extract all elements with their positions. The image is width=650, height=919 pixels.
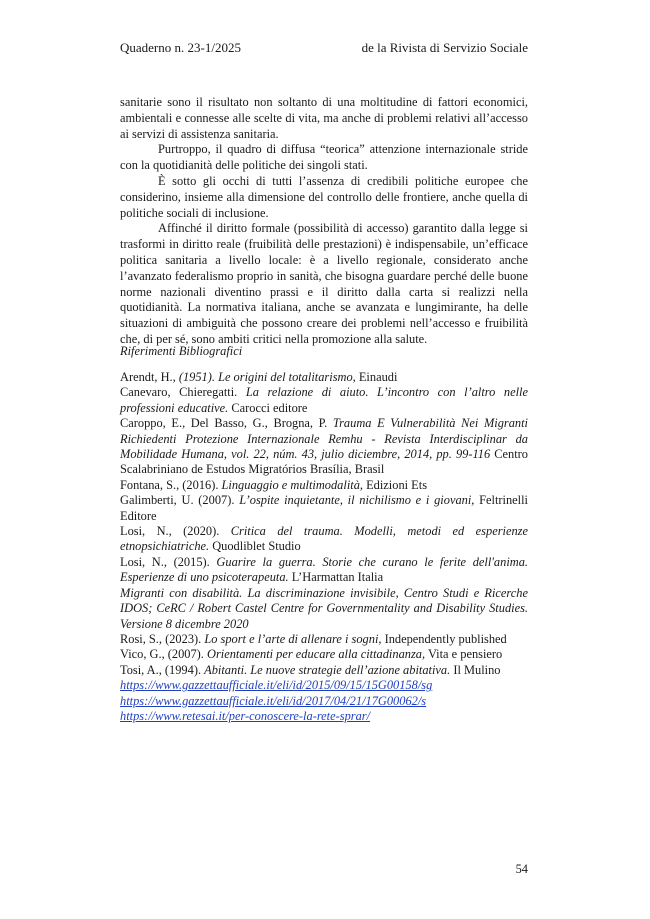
reference-item [120,524,528,555]
paragraph: È sotto gli occhi di tutti l’assenza di credibili politiche europee che considerino, insieme alla dimensione del controllo delle frontiere, anche quella di politiche sociali di inclusione. [120,173,528,220]
reference-publisher: Independently published [381,631,507,646]
reference-publisher: Quodliblet Studio [209,539,301,554]
reference-title: L’ospite inquietante, il nichilismo e i giovani, [239,493,475,508]
reference-author: Arendt, H., [120,370,179,384]
reference-author: Fontana, S., (2016). [120,477,222,492]
reference-item [120,555,528,586]
reference-link[interactable]: https://www.gazzettaufficiale.it/eli/id/2015/09/15/15G00158/sg [120,678,433,693]
reference-publisher: Vita e pensiero [425,647,503,662]
reference-item [120,647,528,662]
reference-item [120,416,528,478]
reference-publisher: Carocci editore [228,400,308,415]
paragraph: Affinché il diritto formale (possibilità di accesso) garantito dalla legge si trasformi in diritto reale (fruibilità delle prestazioni) è indispensabile, un’efficace politica sanitaria a livello locale: è a livello regionale, considerato anche l’avanzato federalismo proprio in sanità, che bisogna guardare perché delle buone norme nazionali diventino prassi e il diritto dalla carta si realizzi nella quotidianità. La normativa italiana, anche se avanzata e lungimirante, ha delle situazioni di ambiguità che possono creare dei problemi nell’accesso e fruibilità che, di per sé, sono ambiti critici nella promozione alla salute. [120,221,528,346]
running-header-left: Quaderno n. 23-1/2025 [120,40,241,55]
reference-publisher: Einaudi [355,370,398,384]
reference-title: Critica del trauma. Modelli, metodi ed esperienze etnopsichiatriche. [120,524,528,554]
reference-title: Migranti con disabilità. La discriminazione invisibile, Centro Studi e Ricerche IDOS; CeRC / Robert Castel Centre for Governmentality and Disability Studies. Versione 8 dicembre 2020 [120,585,528,631]
reference-item [120,478,528,493]
reference-publisher: Centro Scalabriniano de Estudos Migratórios Brasília, Brasil [120,447,528,477]
reference-title: Abitanti. Le nuove strategie dell’azione abitativa. [204,662,451,677]
reference-author: Galimberti, U. (2007). [120,493,240,508]
reference-item [120,586,528,632]
reference-title: Trauma E Vulnerabilità Nei Migranti Richiedenti Protezione Internazionale Remhu - Revista Interdisciplinar da Mobilidade Humana, vol. 22, núm. 43, julio diciembre, 2014, pp. 99-116 [120,416,528,462]
reference-publisher: Edizioni Ets [363,477,428,492]
reference-item [120,493,528,524]
references-list [120,370,528,724]
paragraph: sanitarie sono il risultato non soltanto di una moltitudine di fattori economici, ambientali e connesse alle scelte di vita, ma anche di problemi relativi all’accesso ai servizi di assistenza sanitaria. [120,95,528,141]
page-number: 54 [515,862,528,876]
reference-publisher: L’Harmattan Italia [288,570,384,585]
reference-item [120,370,528,385]
body-text [120,95,528,348]
reference-title: Linguaggio e multimodalità, [221,477,363,492]
reference-author: Losi, N., (2015). [120,554,217,569]
reference-link[interactable]: https://www.retesai.it/per-conoscere-la-rete-sprar/ [120,708,371,723]
reference-link[interactable]: https://www.gazzettaufficiale.it/eli/id/2017/04/21/17G00062/s [120,693,427,708]
reference-publisher: Feltrinelli Editore [120,493,528,523]
reference-publisher: Il Mulino [450,662,501,677]
references-heading: Riferimenti Bibliografici [120,344,243,358]
reference-title: La relazione di aiuto. L’incontro con l’altro nelle professioni educative. [120,385,528,415]
reference-title: Orientamenti per educare alla cittadinanza, [207,647,426,662]
reference-author: Vico, G., (2007). [120,647,208,662]
reference-author: Rosi, S., (2023). [120,631,205,646]
reference-item [120,663,528,678]
reference-item [120,385,528,416]
reference-title: (1951). Le origini del totalitarismo, [178,370,356,384]
reference-item [120,632,528,647]
running-header-right: de la Rivista di Servizio Sociale [361,40,528,55]
reference-author: Tosi, A., (1994). [120,662,205,677]
reference-author: Losi, N., (2020). [120,524,231,539]
reference-author: Canevaro, Chieregatti. [120,385,246,400]
reference-author: Caroppo, E., Del Basso, G., Brogna, P. [120,416,333,431]
reference-title: Guarire la guerra. Storie che curano le ferite dell'anima. Esperienze di uno psicoterapeuta. [120,554,529,585]
paragraph: Purtroppo, il quadro di diffusa “teorica” attenzione internazionale stride con la quotidianità delle politiche dei singoli stati. [120,142,528,173]
reference-title: Lo sport e l’arte di allenare i sogni, [204,631,382,646]
